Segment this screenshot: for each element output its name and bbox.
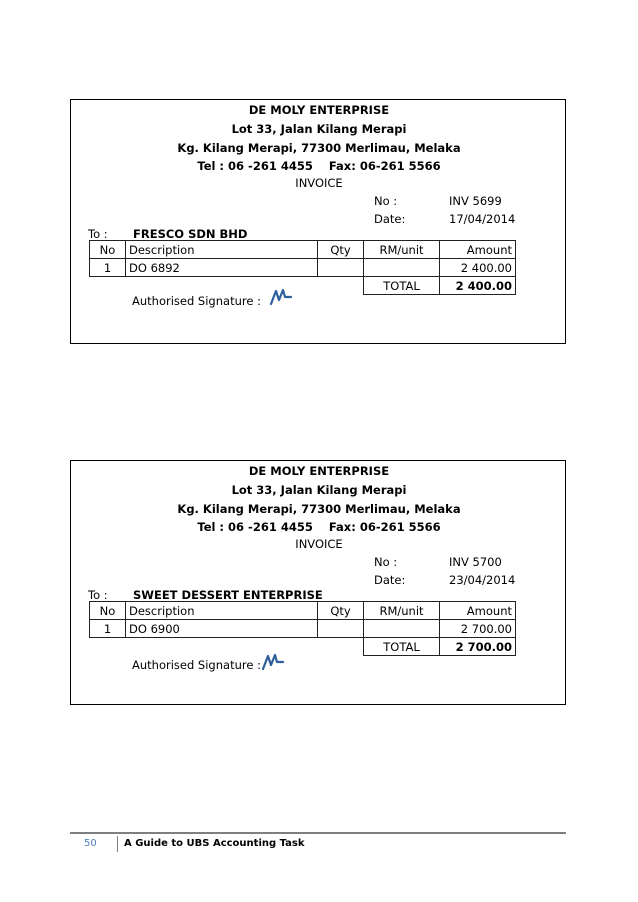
company-address-2: Kg. Kilang Merapi, 77300 Merlimau, Melaka — [177, 141, 461, 155]
document-title: INVOICE — [295, 176, 343, 190]
col-header-no: No — [90, 602, 126, 620]
table-row — [90, 620, 516, 638]
company-address-1: Lot 33, Jalan Kilang Merapi — [231, 122, 407, 136]
col-header-qty: Qty — [318, 241, 364, 259]
signature-label: Authorised Signature : — [132, 294, 261, 308]
col-header-no: No — [90, 241, 126, 259]
page-footer — [70, 832, 566, 854]
line-items-table — [89, 601, 516, 656]
col-header-description: Description — [126, 602, 318, 620]
invoice-date-value: 17/04/2014 — [449, 212, 516, 226]
footer-title: A Guide to UBS Accounting Task — [124, 838, 305, 849]
invoice-no-value: INV 5699 — [449, 194, 502, 208]
company-name: DE MOLY ENTERPRISE — [248, 464, 390, 478]
company-address-1: Lot 33, Jalan Kilang Merapi — [231, 483, 407, 497]
to-label: To : — [88, 227, 108, 241]
total-label: TOTAL — [364, 638, 440, 656]
total-row — [90, 638, 516, 656]
total-value: 2 400.00 — [440, 277, 516, 295]
row-qty — [318, 620, 364, 638]
invoice-date-value: 23/04/2014 — [449, 573, 516, 587]
col-header-amount: Amount — [440, 602, 516, 620]
company-phone: Tel : 06 -261 4455 Fax: 06-261 5566 — [197, 520, 441, 534]
signature-mark — [269, 288, 293, 306]
page-number: 50 — [84, 838, 97, 849]
col-header-rm-unit: RM/unit — [364, 602, 440, 620]
signature-mark — [261, 653, 285, 671]
invoice-date-label: Date: — [374, 212, 406, 226]
col-header-qty: Qty — [318, 602, 364, 620]
row-qty — [318, 259, 364, 277]
col-header-rm-unit: RM/unit — [364, 241, 440, 259]
row-rm-unit — [364, 620, 440, 638]
to-label: To : — [88, 588, 108, 602]
invoice-no-label: No : — [374, 194, 398, 208]
document-title: INVOICE — [295, 537, 343, 551]
row-no: 1 — [90, 259, 126, 277]
row-no: 1 — [90, 620, 126, 638]
footer-separator — [117, 836, 118, 852]
customer-name: FRESCO SDN BHD — [133, 227, 248, 241]
table-header-row — [90, 241, 516, 259]
line-items-table — [89, 240, 516, 295]
customer-name: SWEET DESSERT ENTERPRISE — [133, 588, 323, 602]
invoice-date-label: Date: — [374, 573, 406, 587]
total-value: 2 700.00 — [440, 638, 516, 656]
col-header-amount: Amount — [440, 241, 516, 259]
invoice-no-value: INV 5700 — [449, 555, 502, 569]
row-rm-unit — [364, 259, 440, 277]
company-name: DE MOLY ENTERPRISE — [248, 103, 390, 117]
row-description: DO 6892 — [126, 259, 318, 277]
invoice-2 — [70, 460, 566, 705]
company-phone: Tel : 06 -261 4455 Fax: 06-261 5566 — [197, 159, 441, 173]
row-amount: 2 400.00 — [440, 259, 516, 277]
row-amount: 2 700.00 — [440, 620, 516, 638]
signature-label: Authorised Signature : — [132, 658, 261, 672]
invoice-no-label: No : — [374, 555, 398, 569]
row-description: DO 6900 — [126, 620, 318, 638]
company-address-2: Kg. Kilang Merapi, 77300 Merlimau, Melaka — [177, 502, 461, 516]
table-header-row — [90, 602, 516, 620]
table-row — [90, 259, 516, 277]
total-label: TOTAL — [364, 277, 440, 295]
footer-divider — [70, 832, 566, 834]
invoice-1 — [70, 99, 566, 344]
col-header-description: Description — [126, 241, 318, 259]
